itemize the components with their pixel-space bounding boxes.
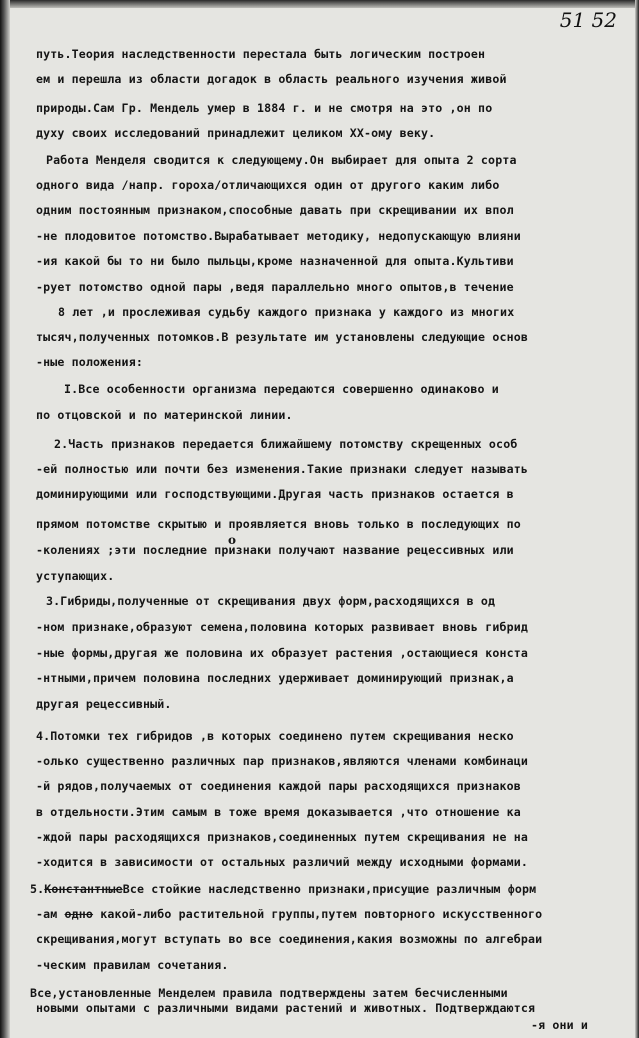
line-text: -ам xyxy=(36,907,58,921)
text-line: другая рецессивный. xyxy=(36,697,172,711)
text-line: уступающих. xyxy=(36,569,115,583)
text-line: -не плодовитое потомство.Вырабатывает методику, недопускающую влияни xyxy=(36,229,521,243)
text-line: духу своих исследований принадлежит целиком XX-ому веку. xyxy=(36,126,436,140)
scan-edge-top xyxy=(0,0,639,8)
insertion-mark: о xyxy=(228,533,237,547)
text-line: -колениях ;эти последние признаки получают название рецессивных или xyxy=(36,543,514,557)
text-line: 2.Часть признаков передается ближайшему потомству скрещенных особ xyxy=(54,437,518,451)
text-line: -ходится в зависимости от остальных различий между исходными формами. xyxy=(36,855,528,869)
scan-edge-right xyxy=(635,0,639,1038)
text-line: -ей полностью или почти без изменения.Такие признаки следует называть xyxy=(36,462,528,476)
text-line: -олько существенно различных пар признаков,являются членами комбинаци xyxy=(36,754,528,768)
text-line: -ные положения: xyxy=(36,355,143,369)
line-text: Все стойкие наследственно признаки,присущие различным форм xyxy=(122,882,537,896)
text-line: одного вида /напр. гороха/отличающихся один от другого каким либо xyxy=(36,178,500,192)
text-line: новыми опытами с различными видами растений и животных. Подтверждаются xyxy=(36,1001,536,1015)
text-line xyxy=(36,907,542,921)
text-line: -й рядов,получаемых от соединения каждой пары расходящихся признаков xyxy=(36,779,521,793)
text-line: одним постоянным признаком,способные давать при скрещивании их впол xyxy=(36,203,514,217)
text-line: природы.Сам Гр. Мендель умер в 1884 г. и не смотря на это ,он по xyxy=(36,101,493,115)
text-line: I.Все особенности организма передаются совершенно одинаково и xyxy=(64,382,499,396)
text-line: ем и перешла из области догадок в область реального изучения живой xyxy=(36,72,507,86)
line-text: какой-либо растительной группы,путем повторного искусственного xyxy=(100,907,543,921)
text-line: тысяч,полученных потомков.В результате им установлены следующие основ xyxy=(36,330,528,344)
text-line: 4.Потомки тех гибридов ,в которых соединено путем скрещивания неско xyxy=(36,729,514,743)
text-line: Все,установленные Менделем правила подтверждены затем бесчисленными xyxy=(30,986,508,1000)
text-line xyxy=(30,882,536,896)
text-line: -ждой пары расходящихся признаков,соединенных путем скрещивания не на xyxy=(36,830,528,844)
text-line: -ческим правилам сочетания. xyxy=(36,958,229,972)
text-line: Работа Менделя сводится к следующему.Он выбирает для опыта 2 сорта xyxy=(46,153,517,167)
text-line: -я они и xyxy=(531,1018,589,1032)
text-line: 8 лет ,и прослеживая судьбу каждого признака у каждого из многих xyxy=(58,305,515,319)
text-line: -ные формы,другая же половина их образует растения ,остающиеся конста xyxy=(36,646,528,660)
text-line: по отцовской и по материнской линии. xyxy=(36,408,293,422)
text-line: прямом потомстве скрытыю и проявляется вновь только в последующих по xyxy=(36,517,521,531)
text-line: -рует потомство одной пары ,ведя параллельно много опытов,в течение xyxy=(36,280,514,294)
struck-word: одно xyxy=(64,907,94,921)
text-line: скрещивания,могут вступать во все соединения,какия возможны по алгебраи xyxy=(36,932,543,946)
item-number: 5. xyxy=(30,882,45,896)
text-line: путь.Теория наследственности перестала быть логическим построен xyxy=(36,47,486,61)
page-number: 51 52 xyxy=(559,8,617,32)
text-line: -ия какой бы то ни было пыльцы,кроме назначенной для опыта.Культиви xyxy=(36,254,514,268)
text-line: 3.Гибриды,полученные от скрещивания двух форм,расходящихся в од xyxy=(46,594,496,608)
text-line: -ном признаке,образуют семена,половина которых развивает вновь гибрид xyxy=(36,620,528,634)
struck-word: Константные xyxy=(44,882,123,896)
text-line: -нтными,причем половина последних удерживает доминирующий признак,а xyxy=(36,671,514,685)
scan-edge-left xyxy=(0,0,10,1038)
text-line: доминирующими или господствующими.Другая часть признаков остается в xyxy=(36,487,514,501)
text-line: в отдельности.Этим самым в тоже время доказывается ,что отношение ка xyxy=(36,805,521,819)
